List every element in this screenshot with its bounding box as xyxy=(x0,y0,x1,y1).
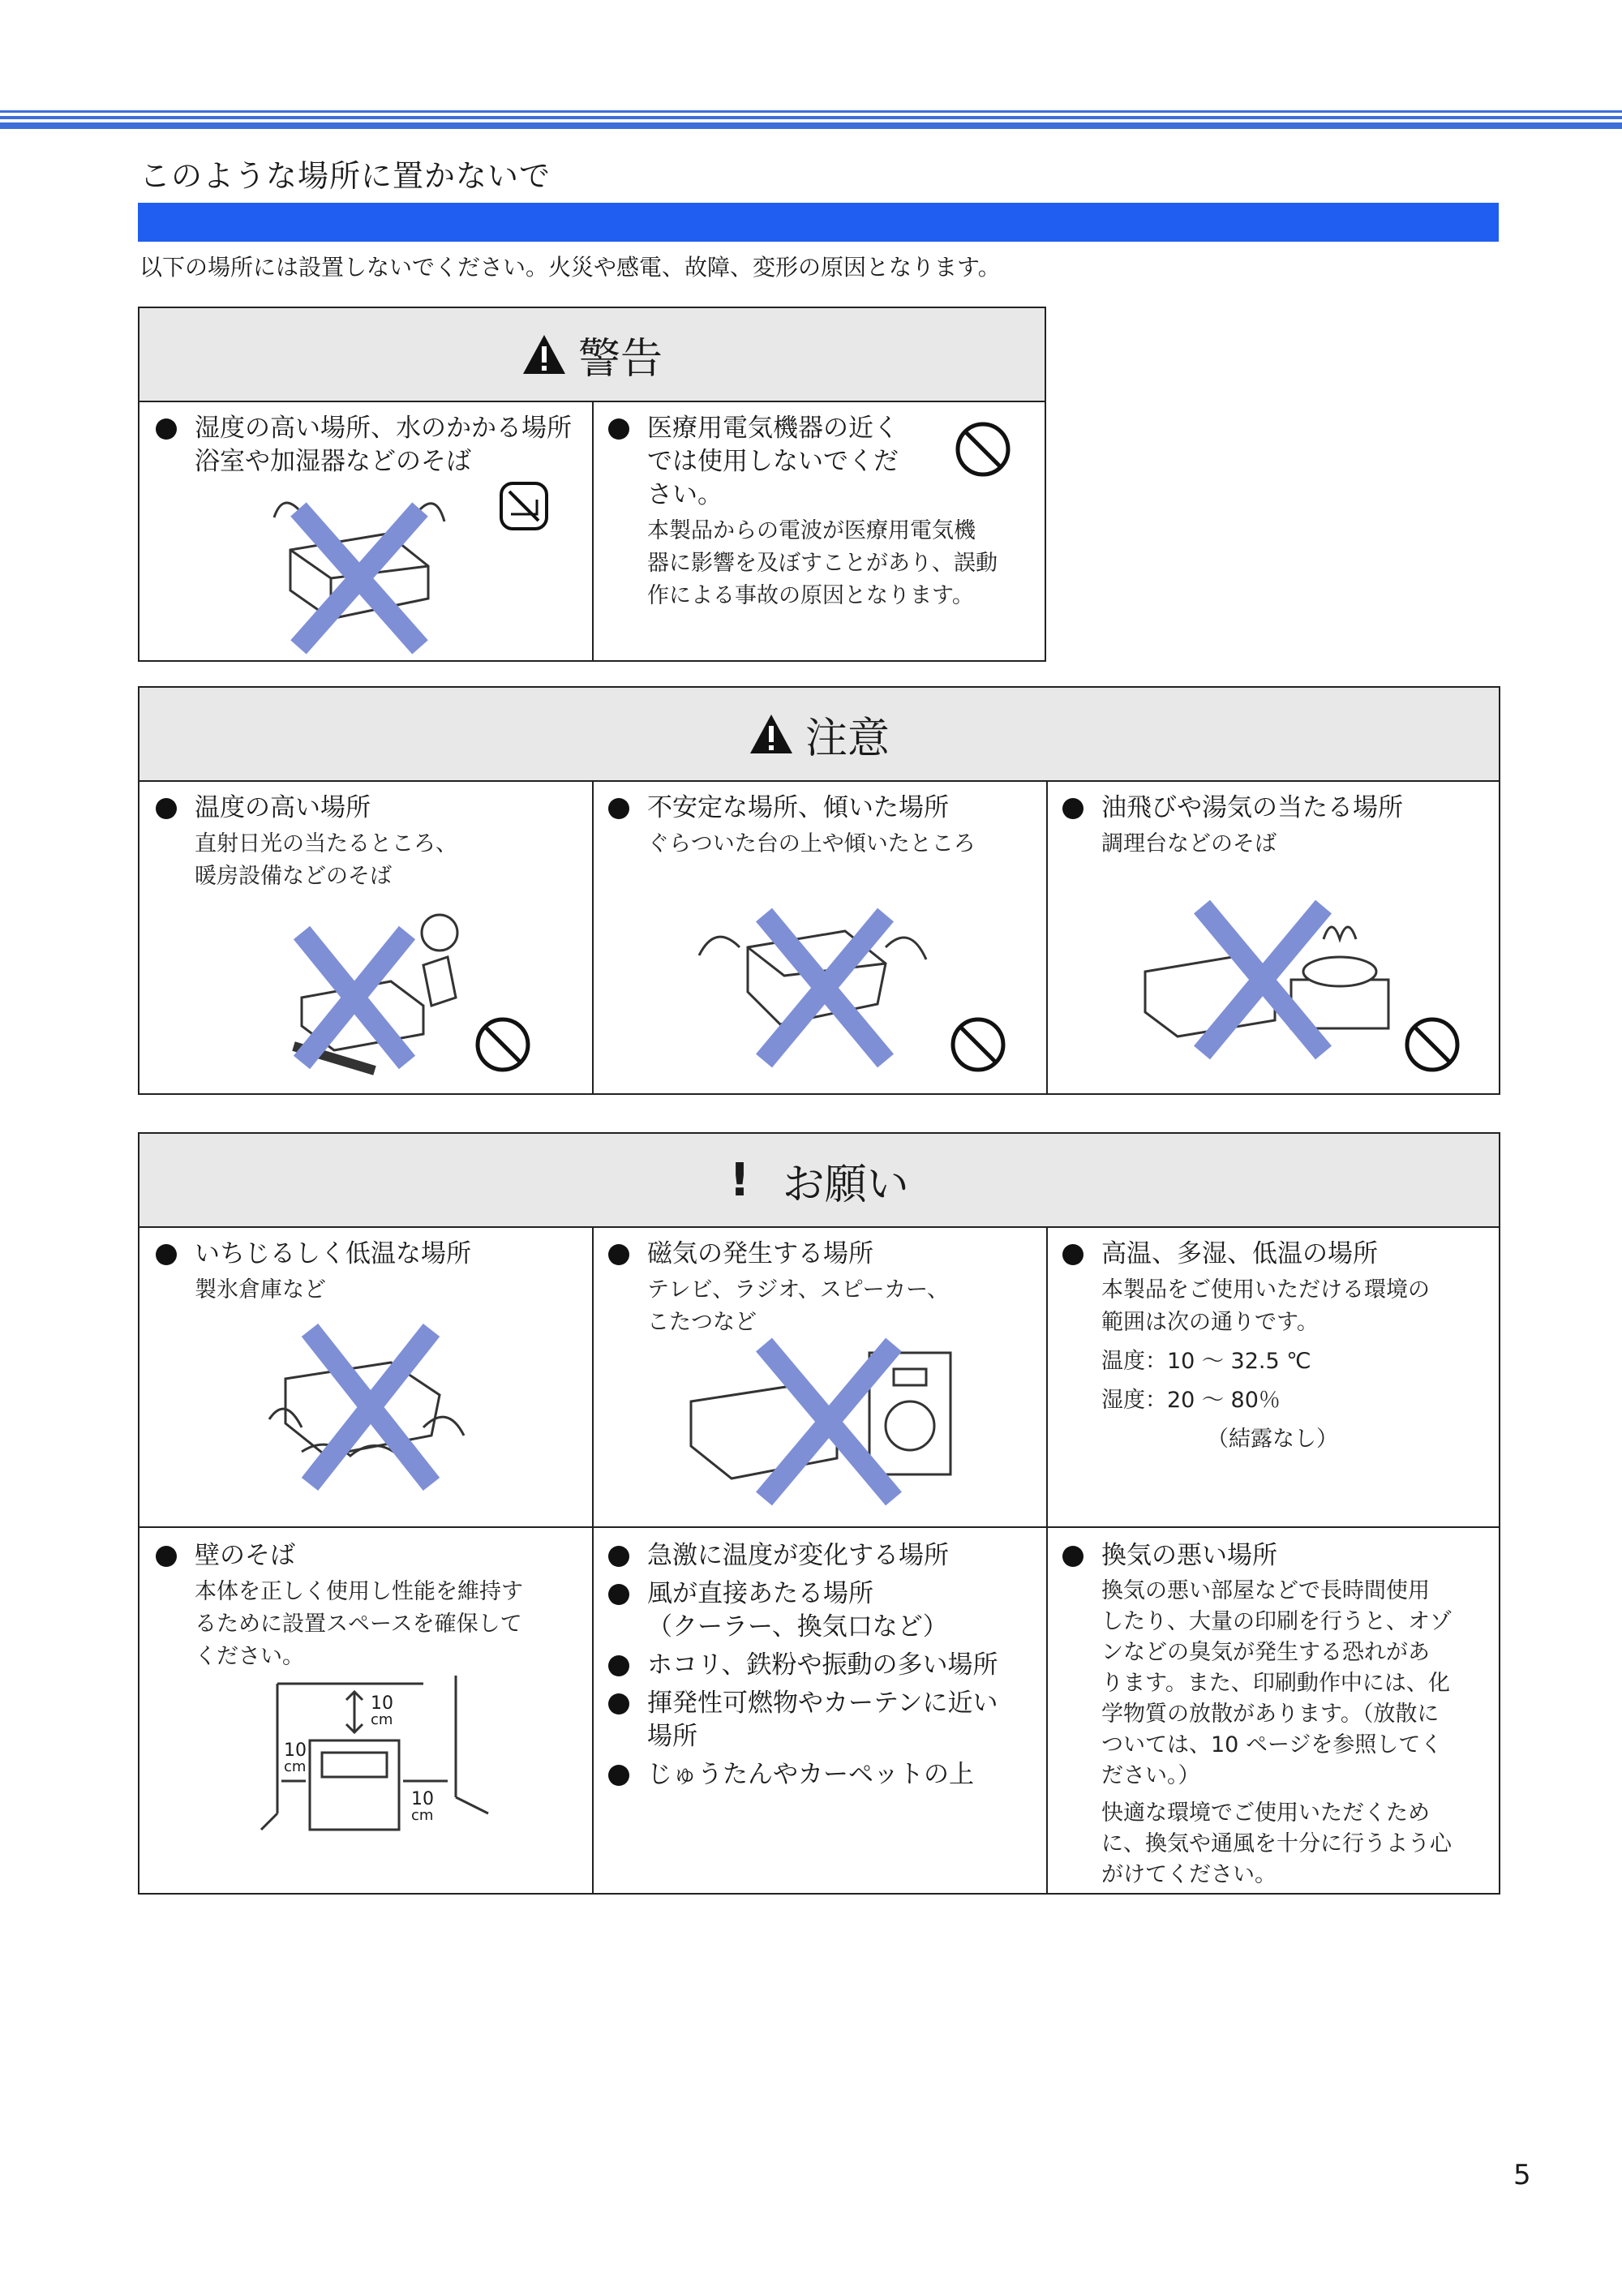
misc-bullet-flammable: 揮発性可燃物やカーテンに近い 場所 xyxy=(603,1687,1041,1753)
clearance-diagram xyxy=(221,1676,545,1854)
printer-humidity-illustration xyxy=(266,477,453,655)
section-title: このような場所に置かないで xyxy=(139,158,551,194)
exclamation-icon: ! xyxy=(729,1153,750,1207)
clearance-top-unit: cm xyxy=(371,1711,393,1728)
printer-speaker-illustration xyxy=(675,1328,975,1507)
request-cell-cold xyxy=(151,1238,589,1307)
clearance-right-unit: cm xyxy=(411,1807,434,1824)
caution-header xyxy=(139,688,1499,782)
prohibited-icon xyxy=(474,1015,532,1074)
caution-desc-oil: 調理台などのそば xyxy=(1101,831,1277,856)
request-cell-magnetic xyxy=(603,1238,1041,1339)
caution-box xyxy=(138,686,1500,1095)
caution-heading-oil: 油飛びや湯気の当たる場所 xyxy=(1058,792,1495,825)
warning-cell-humidity xyxy=(151,412,589,479)
printer-tilted-illustration xyxy=(691,891,934,1069)
warning-header xyxy=(139,308,1045,402)
printer-cold-illustration xyxy=(253,1314,480,1492)
warning-heading-humidity: 湿度の高い場所、水のかかる場所 浴室や加湿器などのそば xyxy=(151,412,589,479)
caution-cell-oil xyxy=(1058,792,1495,860)
request-cell-ventilation xyxy=(1058,1539,1495,1890)
condensation-note: （結露なし） xyxy=(1207,1427,1338,1452)
request-heading-cold: いちじるしく低温な場所 xyxy=(151,1238,589,1271)
divider xyxy=(1046,1226,1048,1893)
misc-bullet-dust: ホコリ、鉄粉や振動の多い場所 xyxy=(603,1649,1041,1682)
warning-heading-medical: 医療用電気機器の近く では使用しないでくだ さい。 xyxy=(603,412,1025,512)
clearance-top-value: 10 xyxy=(371,1693,393,1714)
request-cell-misc xyxy=(603,1539,1041,1792)
row-divider xyxy=(139,1526,1499,1528)
printer-heat-illustration xyxy=(269,908,480,1079)
request-heading-environment: 高温、多湿、低温の場所 xyxy=(1058,1238,1495,1271)
warning-triangle-icon xyxy=(521,333,567,376)
request-cell-wall xyxy=(151,1539,589,1673)
temperature-range: 温度：10 〜 32.5 ℃ xyxy=(1101,1349,1311,1374)
clearance-left-unit: cm xyxy=(284,1758,307,1775)
request-desc-magnetic: テレビ、ラジオ、スピーカー、 こたつなど xyxy=(647,1277,950,1335)
request-heading-wall: 壁のそば xyxy=(151,1539,589,1573)
clearance-right-value: 10 xyxy=(411,1789,434,1809)
caution-cell-heat xyxy=(151,792,589,893)
misc-bullet-carpet: じゅうたんやカーペットの上 xyxy=(603,1758,1041,1792)
prohibited-icon xyxy=(954,420,1012,479)
no-water-icon xyxy=(496,479,551,534)
header-rule-2 xyxy=(0,116,1622,119)
divider xyxy=(592,1226,594,1893)
caution-desc-heat: 直射日光の当たるところ、 暖房設備などのそば xyxy=(195,831,457,889)
clearance-left-value: 10 xyxy=(284,1740,307,1761)
caution-title: 注意 xyxy=(805,714,890,763)
prohibited-icon xyxy=(1403,1015,1461,1074)
caution-heading-heat: 温度の高い場所 xyxy=(151,792,589,825)
misc-bullet-temperature-change: 急激に温度が変化する場所 xyxy=(603,1539,1041,1573)
intro-text: 以下の場所には設置しないでください。火災や感電、故障、変形の原因となります。 xyxy=(139,254,1001,281)
page-number: 5 xyxy=(1513,2159,1531,2191)
caution-triangle-icon xyxy=(749,713,794,755)
misc-bullet-wind: 風が直接あたる場所 （クーラー、換気口など） xyxy=(603,1577,1041,1644)
printer-kitchen-illustration xyxy=(1129,882,1405,1069)
divider xyxy=(592,401,594,660)
request-desc-cold: 製氷倉庫など xyxy=(195,1277,326,1302)
section-bar xyxy=(138,203,1499,242)
request-heading-magnetic: 磁気の発生する場所 xyxy=(603,1238,1041,1271)
prohibited-icon xyxy=(949,1015,1007,1074)
request-header xyxy=(139,1134,1499,1228)
request-title: お願い xyxy=(782,1160,909,1209)
caution-desc-unstable: ぐらついた台の上や傾いたところ xyxy=(647,831,976,856)
warning-title: 警告 xyxy=(577,334,663,384)
warning-box xyxy=(138,307,1046,662)
request-cell-environment xyxy=(1058,1238,1495,1456)
request-desc-ventilation: 換気の悪い部屋などで長時間使用 したり、大量の印刷を行うと、オゾ ンなどの臭気が発生する恐れがあ ります。また、印刷動作中には、化 学物質の放散があります。（放散に ついては、10 ページを参照してく ださい。） 快適な環境でご使用いただくため に、換気や通風を十分に行うよう心 がけてください。 xyxy=(1101,1578,1452,1887)
divider xyxy=(592,780,594,1093)
humidity-range: 湿度：20 〜 80％ xyxy=(1101,1388,1281,1413)
header-rule-1 xyxy=(0,110,1622,113)
divider xyxy=(1046,780,1048,1093)
caution-heading-unstable: 不安定な場所、傾いた場所 xyxy=(603,792,1041,825)
request-heading-ventilation: 換気の悪い場所 xyxy=(1058,1539,1495,1573)
request-box xyxy=(138,1132,1500,1895)
request-desc-environment: 本製品をご使用いただける環境の 範囲は次の通りです。 温度：10 〜 32.5 ℃ 湿度：20 〜 80％ （結露なし） xyxy=(1058,1274,1495,1456)
warning-desc-medical: 本製品からの電波が医療用電気機 器に影響を及ぼすことがあり、誤動 作による事故の原因となります。 xyxy=(647,518,998,608)
header-rule-3 xyxy=(0,122,1622,129)
request-desc-wall: 本体を正しく使用し性能を維持す るために設置スペースを確保して ください。 xyxy=(195,1579,523,1669)
caution-cell-unstable xyxy=(603,792,1041,860)
